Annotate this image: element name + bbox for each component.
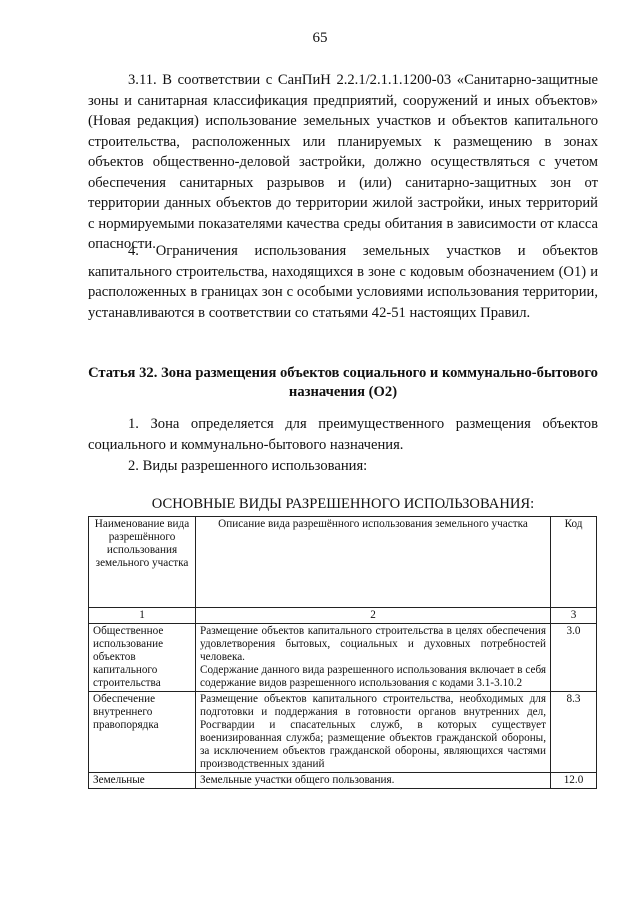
description-line: Размещение объектов капитального строительства, необходимых для подготовки и поддержания в готовности органов внутренних дел, Росгвардии и спасательных служб, в которых существует военизированная служба; размещение объектов гражданской обороны, за исключением объектов гражданской обороны, являющихся частями производственных зданий — [200, 693, 546, 770]
row-description — [196, 773, 551, 789]
header-name: Наименование вида разрешённого использования земельного участка — [89, 517, 196, 608]
column-number: 3 — [551, 608, 597, 624]
row-code: 8.3 — [551, 692, 597, 773]
paragraph-text: 2. Виды разрешенного использования: — [128, 458, 368, 474]
table-column-numbers-row — [89, 608, 597, 624]
article-heading: Статья 32. Зона размещения объектов социального и коммунально-бытового назначения (О2) — [88, 365, 598, 400]
row-name: Земельные — [89, 773, 196, 789]
row-description — [196, 692, 551, 773]
usage-types-table — [88, 516, 597, 789]
paragraph-text: 3.11. В соответствии с СанПиН 2.2.1/2.1.1.1200-03 «Санитарно-защитные зоны и санитарная классификация предприятий, сооружений и иных объектов» (Новая редакция) использование земельных участков и объектов капитального строительства, расположенных или планируемых к размещению в зонах объектов общественно-деловой застройки, должно осуществляться с учетом обеспечения санитарных разрывов и (или) санитарно-защитных зон от территории данных объектов до территории жилой застройки, иных территорий с нормируемыми показателями качества среды обитания в зависимости от класса опасности. — [88, 72, 598, 252]
description-line: Земельные участки общего пользования. — [200, 774, 395, 786]
row-name: Общественное использование объектов капитального строительства — [89, 624, 196, 692]
column-number: 1 — [89, 608, 196, 624]
table-row — [89, 773, 597, 789]
header-code: Код — [551, 517, 597, 608]
table-header-row — [89, 517, 597, 608]
description-line: Размещение объектов капитального строительства в целях обеспечения удовлетворения бытовых, социальных и духовных потребностей человека. — [200, 625, 546, 663]
row-description — [196, 624, 551, 692]
column-number: 2 — [196, 608, 551, 624]
paragraph-text: 4. Ограничения использования земельных участков и объектов капитального строительства, находящихся в зоне с кодовым обозначением (О1) и расположенных в границах зон с особыми условиями использования территории, устанавливаются в соответствии со статьями 42-51 настоящих Правил. — [88, 243, 598, 321]
paragraph-3-11 — [88, 70, 598, 255]
paragraph-4 — [88, 241, 598, 323]
description-line: Содержание данного вида разрешенного использования включает в себя содержание видов разрешенного использования с кодами 3.1-3.10.2 — [200, 664, 546, 689]
table-row — [89, 692, 597, 773]
row-code: 3.0 — [551, 624, 597, 692]
row-code: 12.0 — [551, 773, 597, 789]
row-name: Обеспечение внутреннего правопорядка — [89, 692, 196, 773]
table-title: ОСНОВНЫЕ ВИДЫ РАЗРЕШЕННОГО ИСПОЛЬЗОВАНИЯ: — [151, 496, 535, 512]
header-description: Описание вида разрешённого использования земельного участка — [196, 517, 551, 608]
paragraph-usage-types — [88, 456, 598, 477]
paragraph-zone-definition — [88, 414, 598, 455]
table-row — [89, 624, 597, 692]
paragraph-text: 1. Зона определяется для преимущественного размещения объектов социального и коммунально-бытового назначения. — [88, 416, 598, 453]
page-number: 65 — [312, 30, 328, 46]
